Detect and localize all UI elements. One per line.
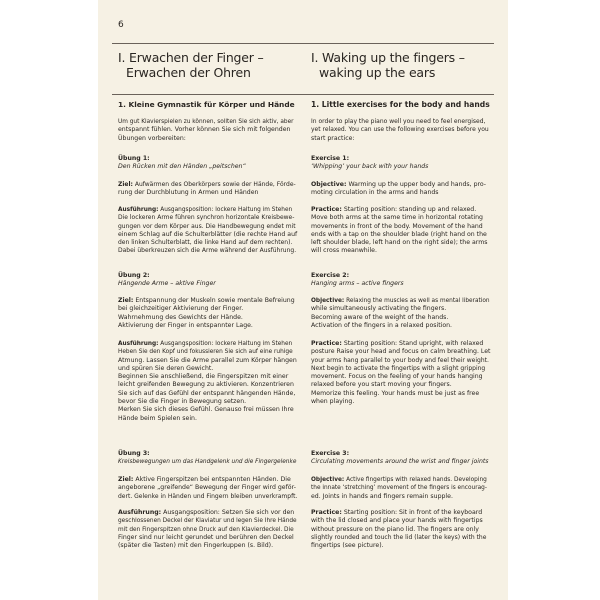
chapter-line: I. Waking up the fingers –	[311, 50, 465, 65]
header-rule	[112, 43, 494, 44]
exercise-subtitle: Kreisbewegungen um das Handgelenk und die Fingergelenke	[118, 459, 297, 466]
text-line: Beginnen Sie anschließend, die Fingerspitzen mit einer	[118, 373, 289, 381]
text-line: ed. Joints in hands and fingers remain supple.	[311, 492, 453, 500]
exercise-1-german	[118, 155, 297, 172]
goal-label: Ziel:	[118, 476, 134, 483]
objective-label: Objective:	[311, 181, 347, 188]
section-title-english: 1. Little exercises for the body and hands	[311, 100, 490, 109]
goal-3-german	[118, 476, 297, 501]
text-line: In order to play the piano well you need to feel energised,	[311, 118, 486, 125]
text-line: Warming up the upper body and hands, pro-	[348, 181, 487, 188]
exercise-title: Exercise 2:	[311, 272, 350, 279]
text-line: your arms hang parallel to your body and feel their weight.	[311, 356, 489, 364]
text-line: posture Raise your head and focus on calm breathing. Let	[311, 348, 491, 356]
text-line: the innate ‘stretching’ movement of the fingers is encourag-	[311, 485, 487, 492]
chapter-line: Erwachen der Ohren	[126, 65, 251, 80]
chapter-title-english	[311, 50, 465, 80]
text-line: relaxed before you start moving your fingers.	[311, 381, 452, 389]
text-line: geschlossenen Deckel der Klaviatur und legen Sie Ihre Hände	[118, 518, 297, 525]
text-line: Ausgangsposition: lockere Haltung im Stehen	[160, 341, 293, 347]
text-line: start practice:	[311, 134, 355, 142]
goal-1-german	[118, 181, 297, 198]
text-line: dert. Gelenke in Händen und Fingern bleiben unverkrampft.	[118, 492, 298, 500]
text-line: ends with a tap on the shoulder blade (right hand on the	[311, 230, 487, 238]
text-line: einem Schlag auf die Schulterblätter (die rechte Hand auf	[118, 230, 298, 238]
text-line: angeborene „greifende“ Bewegung der Finger wird geför-	[118, 484, 296, 492]
text-line: Um gut Klavierspielen zu können, sollten Sie sich aktiv, aber	[118, 119, 294, 125]
text-line: fingertips (see picture).	[311, 542, 384, 550]
text-line: Ausgangsposition: lockere Haltung im Stehen	[160, 207, 293, 213]
text-line: moting circulation in the arms and hands	[311, 189, 439, 197]
text-line: Becoming aware of the weight of the hands.	[311, 313, 449, 321]
execution-label: Ausführung:	[118, 207, 159, 213]
text-line: Starting position: Sit in front of the keyboard	[343, 509, 483, 516]
text-line: Next begin to activate the fingertips with a slight gripping	[311, 364, 486, 372]
objective-label: Objective:	[311, 298, 345, 304]
exercise-2-german	[118, 272, 297, 289]
text-line: den linken Schulterblatt, die linke Hand auf dem rechten).	[118, 239, 293, 247]
goal-label: Ziel:	[118, 297, 134, 304]
text-line: entspannt fühlen. Vorher können Sie sich mit folgenden	[118, 126, 291, 134]
practice-3-english	[311, 509, 490, 550]
exercise-title: Exercise 3:	[311, 450, 350, 457]
text-line: gungen vor dem Körper aus. Die Handbewegung endet mit	[118, 222, 296, 230]
practice-label: Practice:	[311, 340, 342, 347]
text-line: will cross meanwhile.	[311, 247, 377, 255]
text-line: with the lid closed and place your hands with fingertips	[311, 517, 483, 525]
text-line: Sie sich auf das Gefühl der entspannt hängenden Hände,	[118, 389, 296, 397]
exercise-3-english	[311, 450, 490, 467]
goal-label: Ziel:	[118, 181, 133, 188]
text-line: Wahrnehmung des Gewichts der Hände.	[118, 313, 243, 321]
text-line: und spüren Sie deren Gewicht.	[118, 364, 214, 372]
goal-2-german	[118, 297, 297, 330]
text-line: Starting position: Stand upright, with relaxed	[343, 340, 484, 347]
exercise-subtitle: Hanging arms – active fingers	[311, 280, 404, 288]
text-line: Aufwärmen des Oberkörpers sowie der Hände, Förde-	[134, 181, 296, 188]
exercise-subtitle: ‘Whipping’ your back with your hands	[311, 163, 429, 171]
exercise-title: Übung 2:	[118, 272, 150, 279]
text-line: mit den Fingerspitzen ohne Druck auf den Klavierdeckel. Die	[118, 526, 294, 533]
execution-1-german	[118, 206, 297, 256]
section-title-german: 1. Kleine Gymnastik für Körper und Hände	[118, 100, 295, 109]
text-line: Starting position: standing up and relaxed.	[343, 206, 477, 213]
text-line: Die lockeren Arme führen synchron horizontale Kreisbewe-	[118, 214, 295, 222]
text-line: bei gleichzeitiger Aktivierung der Finger.	[118, 305, 244, 313]
practice-label: Practice:	[311, 206, 342, 213]
text-line: Heben Sie den Kopf und fokussieren Sie sich auf eine ruhige	[118, 349, 293, 356]
exercise-2-english	[311, 272, 490, 289]
text-line: Memorize this feeling. Your hands must be just as free	[311, 389, 480, 397]
text-line: Merken Sie sich dieses Gefühl. Genauso frei müssen Ihre	[118, 406, 294, 414]
text-line: left shoulder blade, left hand on the right side); the arms	[311, 239, 488, 247]
chapter-title-german	[118, 50, 264, 80]
text-line: Ausgangsposition: Setzen Sie sich vor den	[163, 509, 295, 516]
exercise-subtitle: Circulating movements around the wrist and finger joints	[311, 458, 489, 466]
text-line: Aktivierung der Finger in entspannter Lage.	[118, 321, 253, 329]
exercise-subtitle: Den Rücken mit den Händen „peitschen“	[118, 163, 246, 171]
text-line: when playing.	[311, 398, 355, 406]
exercise-subtitle: Hängende Arme – aktive Finger	[118, 280, 216, 288]
exercise-title: Übung 3:	[118, 450, 150, 457]
exercise-1-english	[311, 155, 490, 172]
text-line: while simultaneously activating the fingers.	[311, 305, 447, 313]
text-line: Entspannung der Muskeln sowie mentale Befreiung	[135, 297, 295, 304]
objective-3-english	[311, 476, 490, 501]
text-line: Active fingertips with relaxed hands. Developing	[346, 477, 487, 483]
text-line: Aktive Fingerspitzen bei entspannten Händen. Die	[135, 476, 291, 483]
text-line: Dabei überkreuzen sich die Arme während der Ausführung.	[118, 247, 297, 255]
objective-2-english	[311, 297, 490, 330]
text-line: Relaxing the muscles as well as mental liberation	[346, 298, 490, 304]
text-line: rung der Durchblutung in Armen und Händen	[118, 189, 259, 197]
text-line: yet relaxed. You can use the following exercises before you	[311, 126, 489, 134]
execution-label: Ausführung:	[118, 341, 159, 347]
execution-3-german	[118, 509, 297, 550]
text-line: Atmung. Lassen Sie die Arme parallel zum Körper hängen	[118, 356, 297, 364]
text-line: Activation of the fingers in a relaxed position.	[311, 321, 453, 329]
text-line: Finger sind nur leicht gerundet und berühren den Deckel	[118, 533, 294, 541]
text-line: (später die Tasten) mit den Fingerkuppen (s. Bild).	[118, 542, 274, 550]
exercise-title: Übung 1:	[118, 155, 150, 162]
exercise-title: Exercise 1:	[311, 155, 350, 162]
page-number: 6	[118, 20, 124, 30]
chapter-line: waking up the ears	[319, 65, 436, 80]
text-line: movements in front of the body. Movement of the hand	[311, 222, 483, 230]
heading-rule	[112, 94, 494, 95]
text-line: Move both arms at the same time in horizontal rotating	[311, 214, 483, 222]
intro-english	[311, 118, 490, 143]
text-line: movement. Focus on the feeling of your hands hanging	[311, 373, 483, 381]
text-line: leicht greifenden Bewegung zu aktivieren. Konzentrieren	[118, 381, 294, 389]
text-line: Übungen vorbereiten:	[118, 134, 186, 142]
practice-2-english	[311, 340, 490, 406]
text-line: Hände beim Spielen sein.	[118, 414, 197, 422]
objective-label: Objective:	[311, 477, 345, 483]
practice-label: Practice:	[311, 509, 342, 516]
exercise-3-german	[118, 450, 297, 467]
objective-1-english	[311, 181, 490, 198]
practice-1-english	[311, 206, 490, 256]
text-line: slightly rounded and touch the lid (later the keys) with the	[311, 533, 487, 541]
chapter-line: I. Erwachen der Finger –	[118, 50, 264, 65]
execution-2-german	[118, 340, 297, 423]
text-line: without pressure on the piano lid. The fingers are only	[311, 525, 479, 533]
intro-german	[118, 118, 297, 143]
text-line: bevor Sie die Finger in Bewegung setzen.	[118, 398, 247, 406]
execution-label: Ausführung:	[118, 509, 162, 516]
